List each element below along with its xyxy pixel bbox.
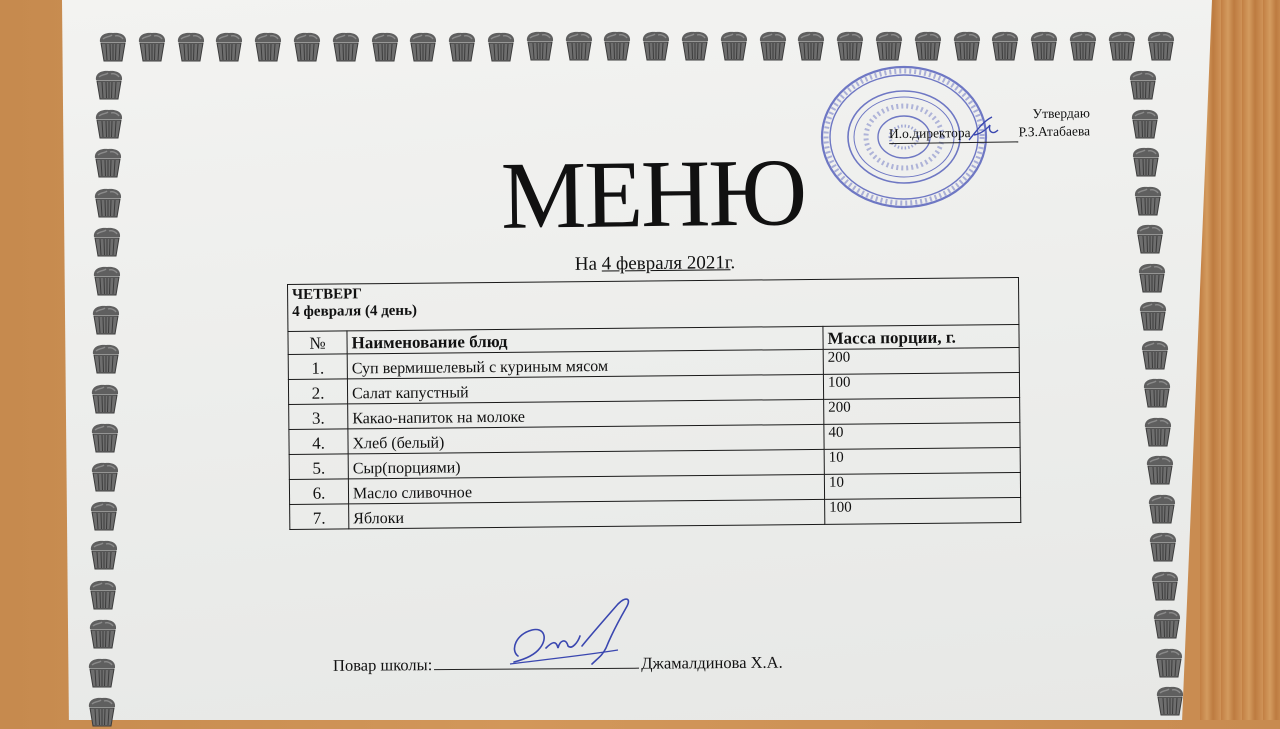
muffin-icon (1138, 338, 1172, 372)
muffin-icon (1144, 29, 1178, 63)
muffin-icon (1140, 376, 1174, 410)
menu-item-number: 2. (288, 379, 347, 405)
muffin-icon (91, 186, 125, 220)
wood-surface (1200, 0, 1280, 720)
menu-item-mass: 10 (824, 447, 1020, 474)
muffin-icon (1135, 261, 1169, 295)
muffin-icon (717, 29, 751, 63)
menu-item-dish: Сыр(порциями) (348, 449, 824, 479)
approval-signoff (850, 123, 1090, 146)
muffin-icon (89, 303, 123, 337)
menu-table (287, 277, 1021, 530)
menu-item-dish: Салат капустный (347, 374, 823, 404)
day-name: ЧЕТВЕРГ (292, 286, 362, 303)
muffin-icon (445, 30, 479, 64)
muffin-icon (756, 29, 790, 63)
date-prefix: На (574, 253, 598, 275)
muffin-icon (1136, 299, 1170, 333)
muffin-icon (950, 29, 984, 63)
muffin-icon (872, 29, 906, 63)
table-day-row (288, 277, 1019, 331)
menu-item-dish: Масло сливочное (348, 474, 824, 504)
muffin-icon (406, 30, 440, 64)
signature-line (434, 652, 639, 670)
approval-name: Р.З.Атабаева (1018, 123, 1091, 140)
muffin-icon (1153, 684, 1187, 718)
cook-role: Повар школы: (332, 655, 433, 675)
muffin-icon (1126, 68, 1160, 102)
muffin-icon (92, 107, 126, 141)
date-suffix: . (730, 252, 736, 274)
muffin-icon (290, 30, 324, 64)
muffin-icon (368, 30, 402, 64)
muffin-icon (89, 342, 123, 376)
menu-item-number: 1. (288, 354, 347, 380)
muffin-icon (212, 30, 246, 64)
muffin-icon (1131, 184, 1165, 218)
muffin-icon (1128, 107, 1162, 141)
menu-item-mass: 100 (825, 497, 1021, 524)
menu-item-mass: 40 (824, 422, 1020, 449)
muffin-icon (678, 29, 712, 63)
menu-item-number: 5. (289, 454, 348, 480)
muffin-icon (251, 30, 285, 64)
cook-signoff (333, 650, 853, 676)
menu-item-dish: Какао-напиток на молоке (348, 399, 824, 429)
menu-item-dish: Яблоки (349, 499, 825, 529)
day-cell (288, 277, 1019, 331)
muffin-icon (600, 29, 634, 63)
menu-item-mass: 200 (823, 347, 1019, 374)
muffin-icon (988, 29, 1022, 63)
menu-item-mass: 200 (824, 397, 1020, 424)
muffin-icon (92, 68, 126, 102)
menu-item-number: 7. (290, 504, 349, 530)
approval-role: И.о.директора (889, 124, 1019, 145)
muffin-icon (1066, 29, 1100, 63)
muffin-icon (91, 146, 125, 180)
muffin-icon (1105, 29, 1139, 63)
table-body (288, 347, 1021, 529)
muffin-icon (174, 30, 208, 64)
muffin-icon (523, 29, 557, 63)
menu-item-number: 4. (289, 429, 348, 455)
menu-date (545, 252, 765, 276)
muffin-icon (90, 264, 124, 298)
col-mass-header: Масса порции, г. (823, 324, 1019, 349)
cook-name: Джамалдинова Х.А. (641, 652, 783, 673)
muffin-icon (135, 30, 169, 64)
muffin-icon (1152, 646, 1186, 680)
menu-item-dish: Суп вермишелевый с куриным мясом (347, 349, 823, 379)
menu-item-number: 6. (289, 479, 348, 505)
approval-title: Утвердаю (1032, 105, 1090, 122)
muffin-icon (87, 538, 121, 572)
muffin-icon (1146, 530, 1180, 564)
muffin-icon (1143, 453, 1177, 487)
muffin-icon (88, 421, 122, 455)
muffin-icon (86, 617, 120, 651)
muffin-icon (1148, 569, 1182, 603)
col-number-header: № (288, 331, 347, 355)
date-value: 4 февраля 2021г (601, 252, 731, 275)
muffin-icon (911, 29, 945, 63)
menu-heading: МЕНЮ (500, 138, 806, 249)
muffin-icon (1027, 29, 1061, 63)
menu-item-mass: 10 (824, 472, 1020, 499)
muffin-icon (562, 29, 596, 63)
muffin-icon (90, 225, 124, 259)
menu-item-mass: 100 (823, 372, 1019, 399)
muffin-icon (88, 382, 122, 416)
menu-item-dish: Хлеб (белый) (348, 424, 824, 454)
muffin-icon (87, 499, 121, 533)
muffin-icon (794, 29, 828, 63)
menu-item-number: 3. (289, 404, 348, 430)
muffin-icon (1150, 607, 1184, 641)
muffin-icon (96, 30, 130, 64)
muffin-icon (88, 460, 122, 494)
muffin-icon (484, 30, 518, 64)
muffin-icon (85, 695, 119, 729)
muffin-icon (833, 29, 867, 63)
col-dish-header: Наименование блюд (347, 326, 823, 354)
muffin-icon (639, 29, 673, 63)
muffin-icon (85, 656, 119, 690)
muffin-icon (1129, 145, 1163, 179)
day-detail: 4 февраля (4 день) (292, 303, 418, 321)
muffin-icon (1145, 492, 1179, 526)
muffin-icon (1141, 415, 1175, 449)
muffin-icon (86, 578, 120, 612)
muffin-icon (329, 30, 363, 64)
approval-block (850, 104, 1090, 145)
muffin-icon (1133, 222, 1167, 256)
